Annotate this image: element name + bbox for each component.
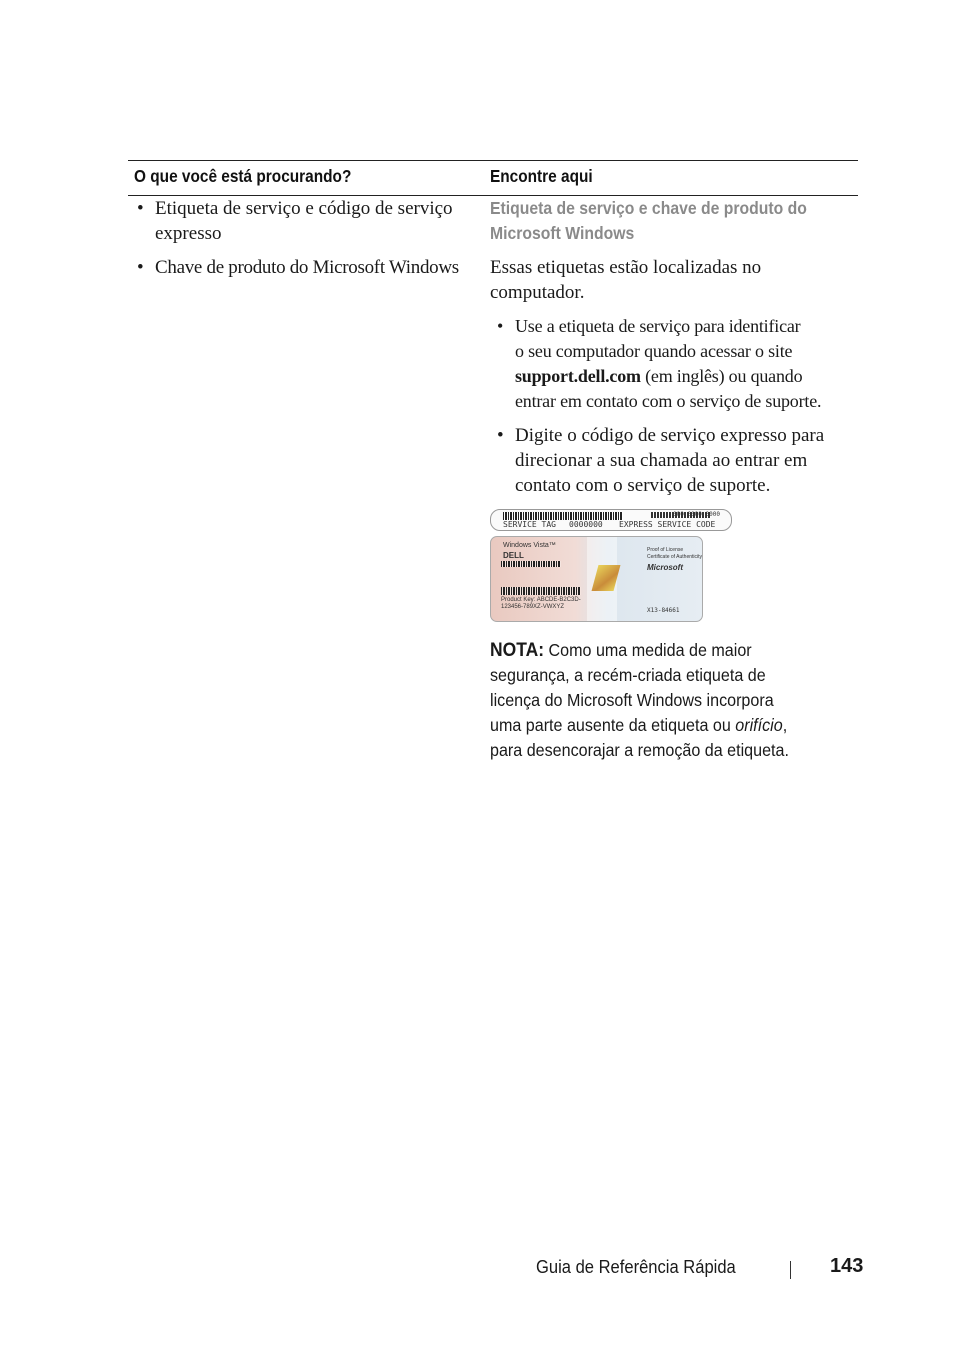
column-header-search: O que você está procurando? <box>134 166 352 186</box>
bullet-icon: • <box>497 316 504 336</box>
page-number: 143 <box>830 1255 864 1277</box>
table-header <box>128 160 858 196</box>
intro-paragraph: Essas etiquetas estão localizadas no computador. <box>490 257 762 303</box>
left-item-product-key <box>137 255 482 280</box>
microsoft-logo: Microsoft <box>647 563 683 572</box>
footer-divider <box>790 1261 791 1279</box>
note-block: NOTA: Como uma medida de maior segurança, a recém-criada etiqueta de licença do Microsoft Windows incorpora uma parte ausente da etiqueta ou orifício, para desencorajar a remoção da etiqueta. <box>490 640 789 760</box>
column-header-find: Encontre aqui <box>490 166 593 186</box>
barcode-icon <box>501 587 581 595</box>
bullet-icon: • <box>137 198 144 219</box>
note-label: NOTA: <box>490 640 545 661</box>
barcode-icon <box>503 512 623 520</box>
left-item-text: expresso <box>155 223 222 244</box>
bullet-icon: • <box>137 257 144 278</box>
footer-guide-title: Guia de Referência Rápida <box>536 1257 736 1277</box>
page-footer <box>0 1257 954 1283</box>
left-item-text: Etiqueta de serviço e código de serviço <box>155 198 453 219</box>
section-subheading: Etiqueta de serviço e chave de produto do Microsoft Windows <box>490 198 807 243</box>
support-link[interactable]: support.dell.com <box>515 366 641 386</box>
windows-coa-label-image: Windows Vista™ DELL Product Key: ABCDE-B2C3D- 123456-789XZ-VWXYZ Proof of License Certificate of Authenticity Microsoft X13-84661 <box>490 536 703 622</box>
left-item-text: Chave de produto do Microsoft Windows <box>155 257 459 278</box>
barcode-icon <box>501 561 561 567</box>
right-bullet-express-code: • Digite o código de serviço expresso para direcionar a sua chamada ao entrar em contato com o serviço de suporte. <box>497 425 825 496</box>
service-tag-label-image: SERVICE TAG 0000000 EXPRESS SERVICE CODE 000 0000 0000 <box>490 509 732 531</box>
left-item-service-tag <box>137 196 482 246</box>
dell-logo: DELL <box>503 551 524 560</box>
right-bullet-service-tag: • Use a etiqueta de serviço para identificar o seu computador quando acessar o site support.dell.com (em inglês) ou quando entrar em contato com o serviço de suporte. <box>497 314 857 414</box>
bullet-icon: • <box>497 425 504 446</box>
